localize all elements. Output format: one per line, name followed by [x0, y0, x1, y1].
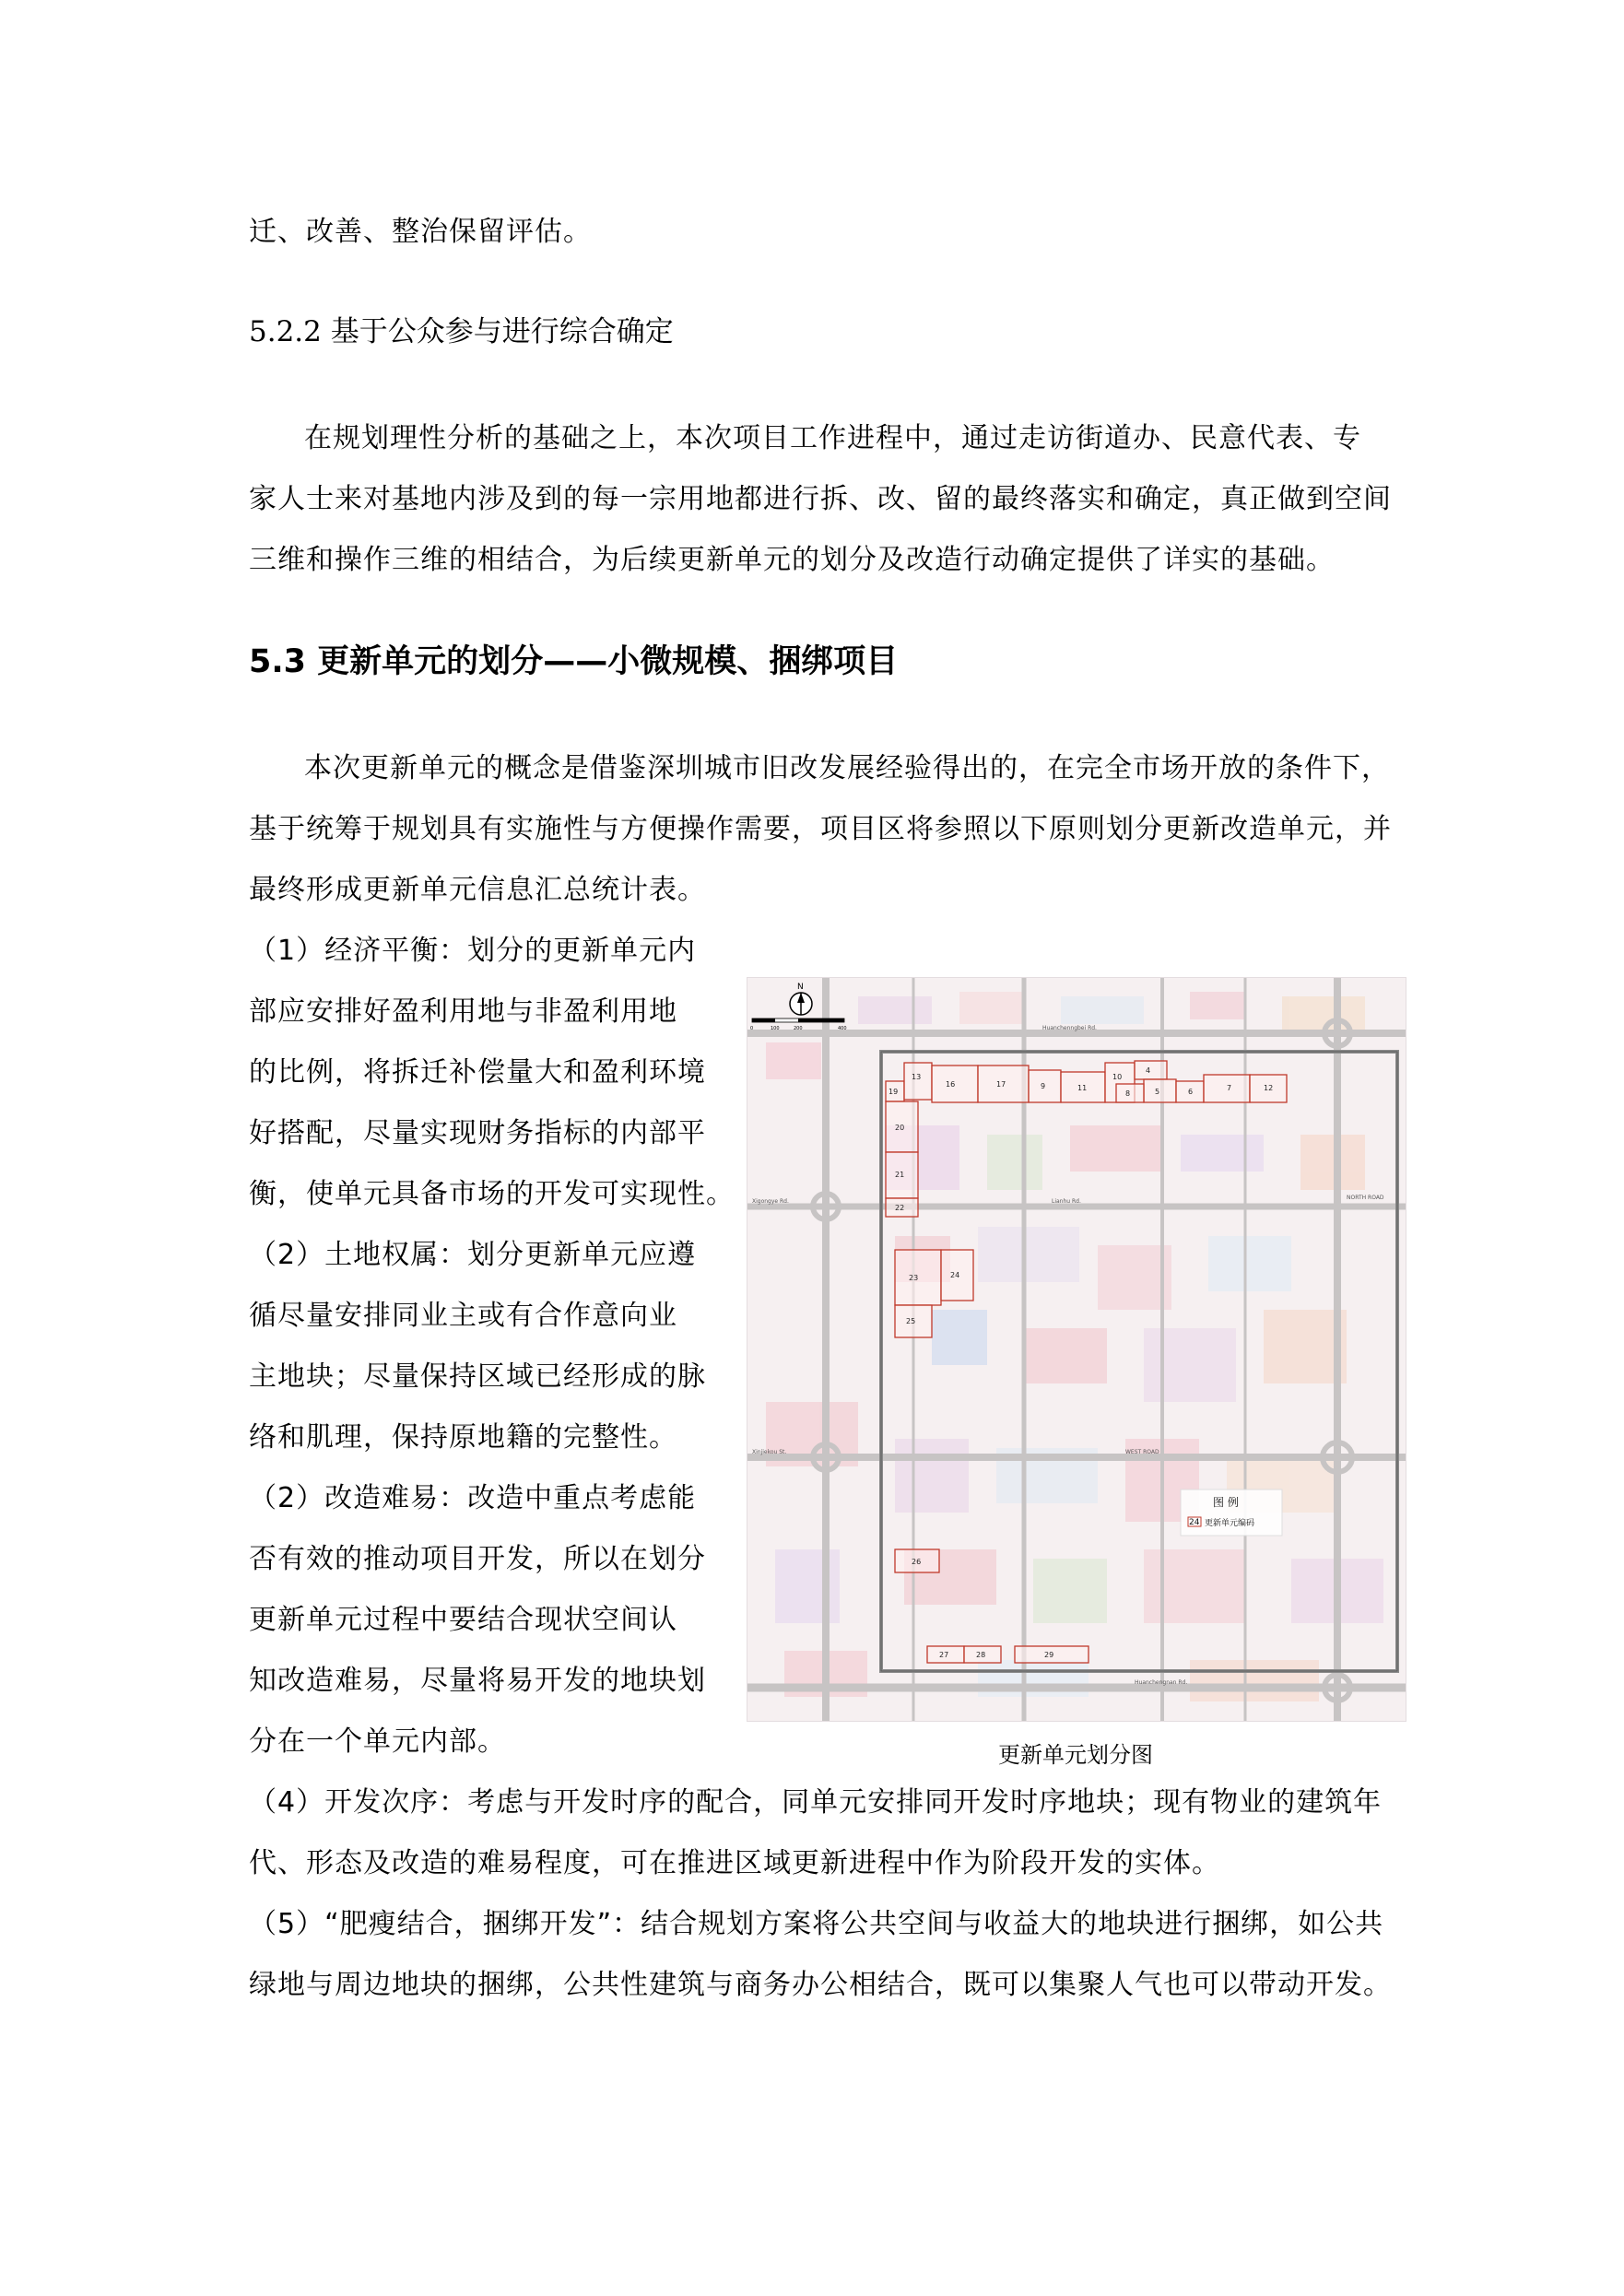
svg-text:24: 24 — [1189, 1518, 1200, 1527]
svg-text:19: 19 — [888, 1088, 899, 1096]
list-item-line: 主地块；尽量保持区域已经形成的脉 — [249, 1360, 706, 1393]
svg-text:200: 200 — [794, 1026, 803, 1031]
svg-text:17: 17 — [996, 1080, 1006, 1089]
list-item-line: 否有效的推动项目开发，所以在划分 — [249, 1543, 706, 1575]
paragraph-line: 本次更新单元的概念是借鉴深圳城市旧改发展经验得出的，在完全市场开放的条件下， — [304, 752, 1390, 784]
paragraph-line: 在规划理性分析的基础之上，本次项目工作进程中，通过走访街道办、民意代表、专 — [304, 422, 1361, 454]
section-heading-5-2-2: 5.2.2 基于公众参与进行综合确定 — [249, 315, 674, 348]
svg-text:Huanchengnan Rd.: Huanchengnan Rd. — [1135, 1679, 1188, 1686]
north-arrow-icon — [790, 983, 812, 1015]
map-svg — [747, 978, 1406, 1721]
svg-text:24: 24 — [950, 1271, 960, 1279]
svg-text:22: 22 — [895, 1204, 905, 1212]
svg-text:NORTH ROAD: NORTH ROAD — [1347, 1195, 1384, 1201]
unit-5 — [1144, 1079, 1176, 1102]
svg-text:WEST ROAD: WEST ROAD — [1125, 1449, 1159, 1455]
svg-text:400: 400 — [838, 1026, 847, 1031]
list-item-line: （5）“肥瘦结合，捆绑开发”：结合规划方案将公共空间与收益大的地块进行捆绑，如公共 — [249, 1908, 1384, 1940]
svg-text:Xinjiekou St.: Xinjiekou St. — [752, 1449, 787, 1455]
svg-text:6: 6 — [1188, 1088, 1194, 1096]
svg-text:9: 9 — [1041, 1082, 1046, 1090]
list-item-line: 更新单元过程中要结合现状空间认 — [249, 1604, 677, 1636]
svg-text:28: 28 — [976, 1651, 986, 1659]
section-heading-5-3: 5.3 更新单元的划分——小微规模、捆绑项目 — [249, 643, 899, 680]
svg-text:图 例: 图 例 — [1213, 1496, 1239, 1509]
svg-text:27: 27 — [939, 1651, 949, 1659]
svg-text:100: 100 — [771, 1026, 780, 1031]
paragraph-line: 三维和操作三维的相结合，为后续更新单元的划分及改造行动确定提供了详实的基础。 — [249, 544, 1335, 576]
figure-caption: 更新单元划分图 — [998, 1742, 1153, 1768]
list-item-line: 络和肌理，保持原地籍的完整性。 — [249, 1421, 677, 1454]
paragraph-line: 迁、改善、整治保留评估。 — [249, 216, 592, 248]
list-item-line: （2）改造难易：改造中重点考虑能 — [249, 1482, 697, 1514]
svg-text:7: 7 — [1227, 1084, 1232, 1092]
list-item-line: （4）开发次序：考虑与开发时序的配合，同单元安排同开发时序地块；现有物业的建筑年 — [249, 1786, 1383, 1819]
svg-text:5: 5 — [1155, 1088, 1160, 1096]
list-item-line: 代、形态及改造的难易程度，可在推进区域更新进程中作为阶段开发的实体。 — [249, 1847, 1220, 1879]
list-item-line: 的比例，将拆迁补偿量大和盈利环境 — [249, 1056, 706, 1089]
svg-text:29: 29 — [1044, 1651, 1054, 1659]
list-item-line: 好搭配，尽量实现财务指标的内部平 — [249, 1117, 706, 1149]
paragraph-line: 家人士来对基地内涉及到的每一宗用地都进行拆、改、留的最终落实和确定，真正做到空间 — [249, 483, 1392, 515]
list-item-line: 部应安排好盈利用地与非盈利用地 — [249, 995, 677, 1028]
svg-text:20: 20 — [895, 1124, 905, 1132]
paragraph-line: 基于统筹于规划具有实施性与方便操作需要，项目区将参照以下原则划分更新改造单元，并 — [249, 813, 1392, 845]
svg-text:10: 10 — [1112, 1073, 1123, 1081]
list-item-line: 绿地与周边地块的捆绑，公共性建筑与商务办公相结合，既可以集聚人气也可以带动开发。 — [249, 1969, 1392, 2001]
svg-text:26: 26 — [912, 1558, 922, 1566]
svg-text:11: 11 — [1077, 1084, 1088, 1092]
svg-text:Huanchenngbei Rd.: Huanchenngbei Rd. — [1042, 1025, 1097, 1031]
svg-text:8: 8 — [1125, 1089, 1131, 1098]
list-item-line: （2）土地权属：划分更新单元应遵 — [249, 1239, 697, 1271]
svg-text:23: 23 — [909, 1274, 919, 1282]
renewal-unit-map — [747, 977, 1406, 1722]
svg-text:16: 16 — [946, 1080, 956, 1089]
paragraph-line: 最终形成更新单元信息汇总统计表。 — [249, 874, 706, 906]
scale-bar — [750, 1018, 847, 1031]
list-item-line: 循尽量安排同业主或有合作意向业 — [249, 1300, 677, 1332]
unit-4 — [1135, 1061, 1167, 1079]
unit-13 — [904, 1063, 932, 1100]
svg-text:13: 13 — [912, 1073, 922, 1081]
svg-text:0: 0 — [750, 1026, 754, 1031]
svg-text:更新单元编码: 更新单元编码 — [1205, 1519, 1255, 1528]
svg-text:N: N — [797, 983, 804, 992]
svg-text:21: 21 — [895, 1171, 905, 1179]
svg-text:Xigongye Rd.: Xigongye Rd. — [752, 1198, 789, 1205]
map-legend — [1181, 1489, 1282, 1536]
list-item-line: （1）经济平衡：划分的更新单元内 — [249, 935, 697, 967]
svg-text:Lianhu Rd.: Lianhu Rd. — [1052, 1198, 1081, 1205]
list-item-line: 知改造难易，尽量将易开发的地块划 — [249, 1665, 706, 1697]
svg-text:25: 25 — [906, 1317, 916, 1325]
svg-text:12: 12 — [1264, 1084, 1274, 1092]
svg-text:4: 4 — [1146, 1066, 1151, 1075]
list-item-line: 衡，使单元具备市场的开发可实现性。 — [249, 1178, 735, 1210]
list-item-line: 分在一个单元内部。 — [249, 1725, 506, 1758]
